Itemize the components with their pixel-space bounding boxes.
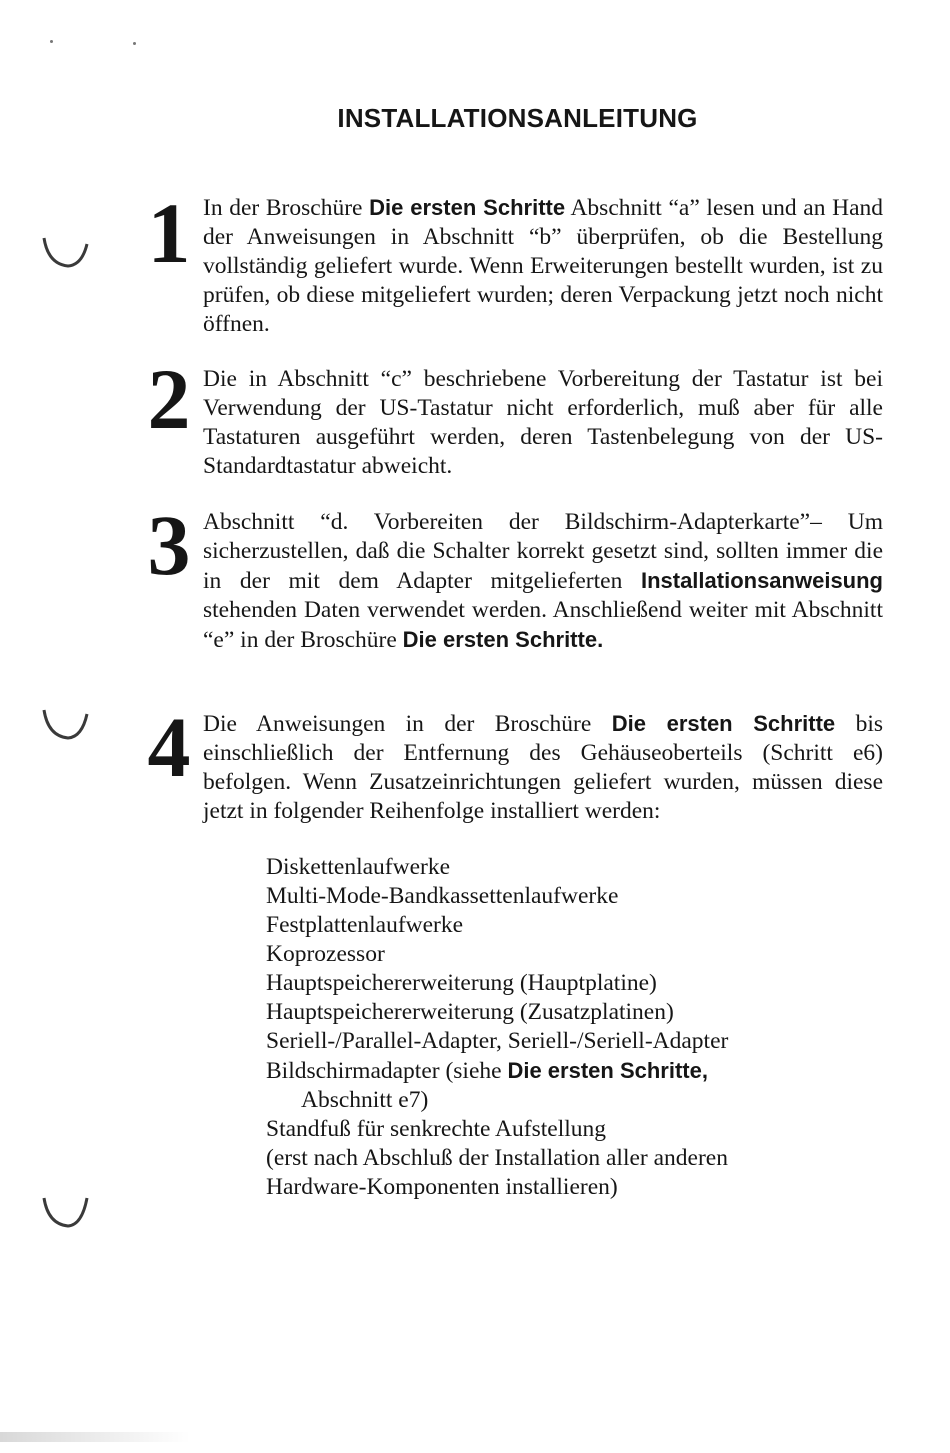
binder-hole-icon	[38, 704, 92, 744]
list-item: Bildschirmadapter (siehe Die ersten Schritte,	[266, 1058, 708, 1084]
step-number: 1	[147, 185, 191, 281]
step-number: 4	[147, 699, 191, 795]
scan-speck	[50, 40, 53, 43]
bold-reference: Die ersten Schritte.	[402, 627, 604, 652]
component-list	[266, 853, 728, 1202]
list-item: Multi-Mode-Bandkassettenlaufwerke	[266, 883, 619, 909]
page-title: INSTALLATIONSANLEITUNG	[337, 103, 698, 133]
step-text: In der Broschüre Die ersten Schritte Abschnitt “a” lesen und an Hand der Anweisungen in Abschnitt “b” überprüfen, ob die Bestellung vollständig geliefert wurde. Wenn Erweiterungen bestellt wurden, ist zu prüfen, ob diese mitgeliefert wurden; deren Verpackung jetzt noch nicht öffnen.	[203, 195, 884, 337]
scan-edge-shadow	[0, 1432, 190, 1442]
list-item: Festplattenlaufwerke	[266, 912, 464, 938]
bold-reference: Installationsanweisung	[640, 568, 883, 593]
bold-reference: Die ersten Schritte	[369, 195, 566, 220]
step-text: Die Anweisungen in der Broschüre Die ersten Schritte bis einschließlich der Entfernung des Gehäuseoberteils (Schritt e6) befolgen. Wenn Zusatzeinrichtungen geliefert wurden, müssen diese jetzt in folgender Reihenfolge installiert werden:	[203, 711, 883, 824]
step-text: Die in Abschnitt “c” beschriebene Vorbereitung der Tastatur ist bei Verwendung der US-Tastatur nicht erforderlich, muß aber für alle Tastaturen ausgeführt werden, deren Tastenbelegung von der US-Standardtastatur abweicht.	[203, 366, 883, 479]
binder-hole-icon	[38, 232, 92, 272]
bold-reference: Die ersten Schritte	[611, 711, 836, 736]
scan-speck	[133, 42, 136, 45]
step-number: 3	[147, 497, 191, 593]
list-item: Koprozessor	[266, 941, 385, 967]
binder-hole-icon	[38, 1190, 92, 1232]
step-text: Abschnitt “d. Vorbereiten der Bildschirm-Adapterkarte”– Um sicherzustellen, daß die Schalter korrekt gesetzt sind, sollten immer die in der mit dem Adapter mitgelieferten Installationsanweisung stehenden Daten verwendet werden. Anschließend weiter mit Abschnitt “e” in der Broschüre Die ersten Schritte.	[203, 509, 883, 653]
list-item: Hauptspeichererweiterung (Zusatzplatinen)	[266, 999, 674, 1025]
list-item: Hauptspeichererweiterung (Hauptplatine)	[266, 970, 657, 996]
bold-reference: Die ersten Schritte,	[507, 1058, 708, 1083]
list-item-note: Hardware-Komponenten installieren)	[266, 1174, 618, 1200]
step-number: 2	[147, 351, 191, 447]
list-item-continuation: Abschnitt e7)	[301, 1087, 429, 1113]
list-item: Seriell-/Parallel-Adapter, Seriell-/Seriell-Adapter	[266, 1028, 729, 1054]
list-item-note: (erst nach Abschluß der Installation aller anderen	[266, 1145, 728, 1171]
list-item: Standfuß für senkrechte Aufstellung	[266, 1116, 607, 1142]
list-item: Diskettenlaufwerke	[266, 854, 451, 880]
